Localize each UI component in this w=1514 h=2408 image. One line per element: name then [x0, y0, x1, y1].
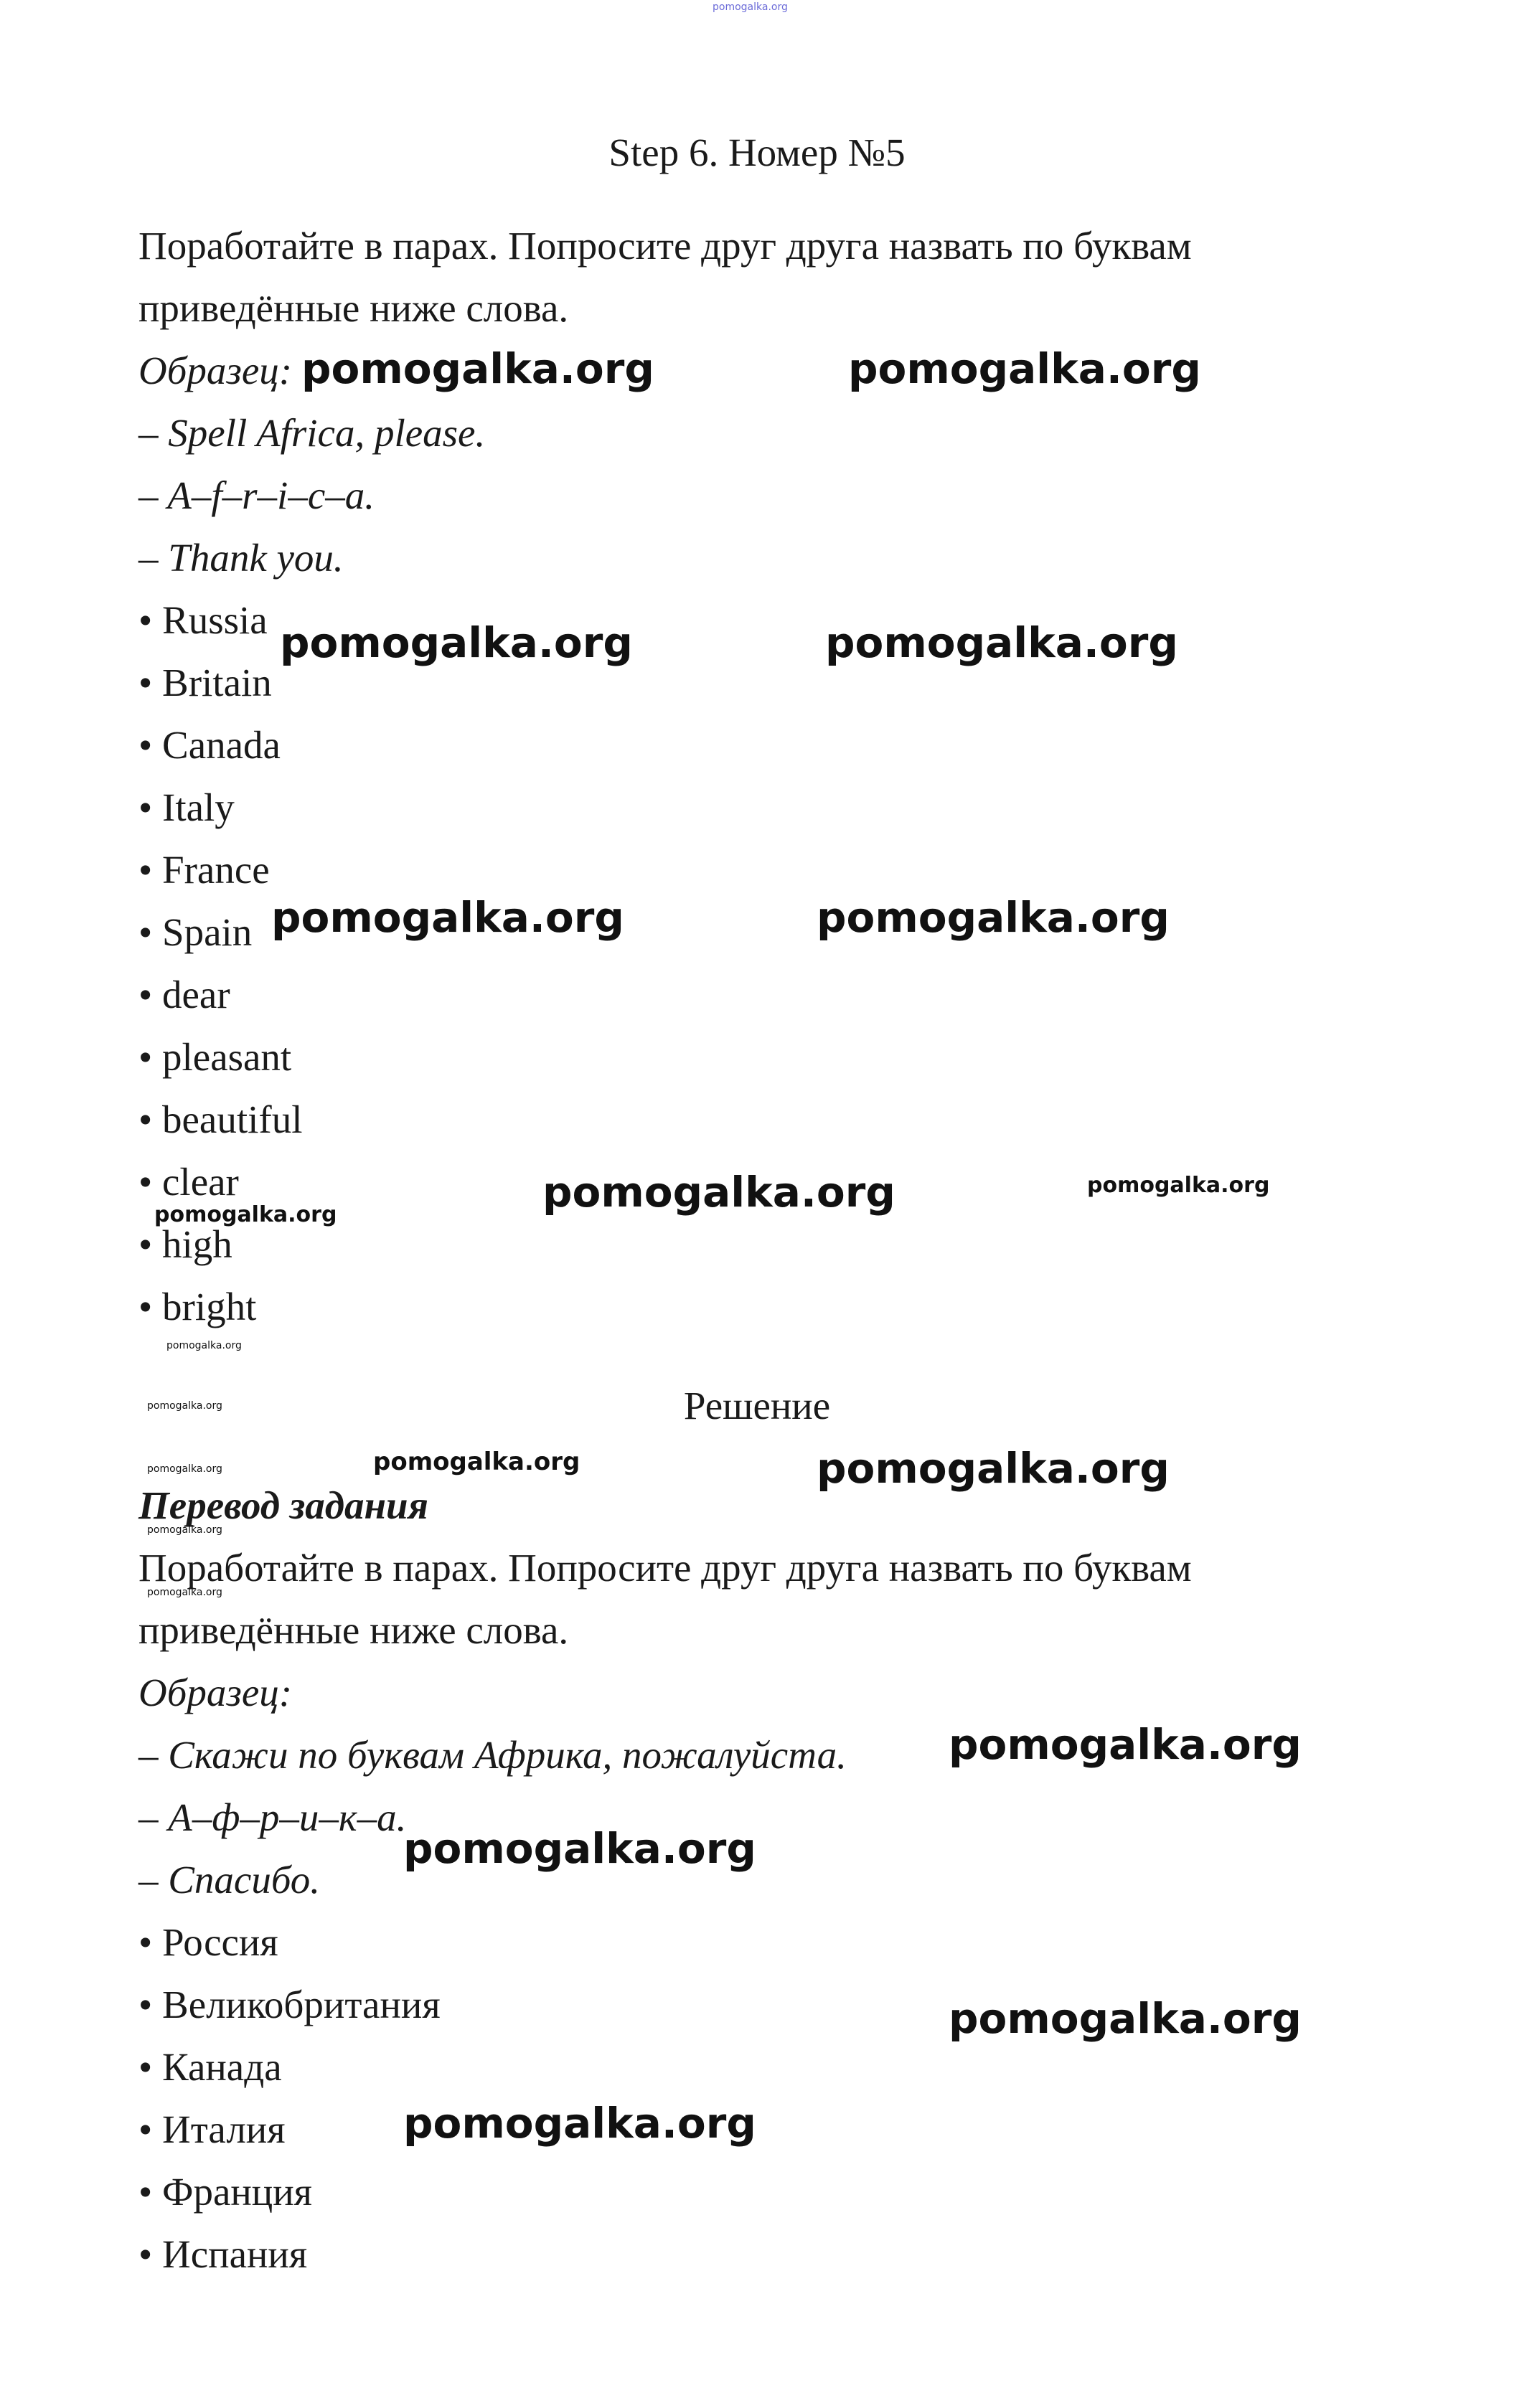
watermark: pomogalka.org: [848, 344, 1201, 393]
watermark: pomogalka.org: [949, 1720, 1302, 1769]
task-sample-label: Образец:: [138, 349, 293, 392]
task-instruction-line-2: приведённые ниже слова.: [138, 286, 569, 330]
task-word-item: • dear: [138, 973, 230, 1016]
translation-heading: Перевод задания: [138, 1483, 428, 1527]
watermark: pomogalka.org: [403, 1824, 756, 1873]
task-word-item: • Canada: [138, 723, 281, 767]
watermark: pomogalka.org: [147, 1524, 222, 1536]
task-instruction-line-1: Поработайте в парах. Попросите друг друга назвать по буквам: [138, 224, 1192, 268]
task-word-item: • Italy: [138, 785, 235, 829]
watermark: pomogalka.org: [373, 1448, 580, 1476]
task-dialog-line-2: – A–f–r–i–c–a.: [138, 473, 375, 517]
solution-dialog-line-1: – Скажи по буквам Африка, пожалуйста.: [138, 1733, 847, 1777]
solution-sample-label: Образец:: [138, 1671, 293, 1714]
watermark: pomogalka.org: [817, 893, 1170, 942]
watermark: pomogalka.org: [817, 1444, 1170, 1493]
watermark: pomogalka.org: [147, 1400, 222, 1412]
watermark: pomogalka.org: [271, 893, 624, 942]
solution-title: Решение: [683, 1384, 831, 1427]
watermark: pomogalka.org: [154, 1202, 337, 1227]
task-word-item: • bright: [138, 1285, 257, 1328]
solution-word-item: • Италия: [138, 2107, 286, 2151]
task-word-item: • France: [138, 848, 270, 892]
task-word-item: • high: [138, 1222, 232, 1266]
task-dialog-line-3: – Thank you.: [138, 536, 344, 580]
watermark: pomogalka.org: [949, 1994, 1302, 2043]
solution-instruction-line-2: приведённые ниже слова.: [138, 1608, 569, 1652]
watermark: pomogalka.org: [147, 1587, 222, 1598]
solution-dialog-line-2: – А–ф–р–и–к–а.: [138, 1795, 407, 1839]
watermark: pomogalka.org: [166, 1340, 242, 1351]
solution-word-item: • Россия: [138, 1920, 278, 1964]
watermark: pomogalka.org: [280, 618, 633, 667]
watermark: pomogalka.org: [825, 618, 1178, 667]
solution-word-item: • Франция: [138, 2170, 312, 2214]
solution-dialog-line-3: – Спасибо.: [138, 1858, 321, 1902]
watermark: pomogalka.org: [147, 1463, 222, 1475]
task-word-item: • Spain: [138, 910, 253, 954]
page-title: Step 6. Номер №5: [608, 131, 906, 174]
solution-word-item: • Великобритания: [138, 1983, 441, 2026]
watermark: pomogalka.org: [1087, 1173, 1270, 1198]
watermark: pomogalka.org: [403, 2099, 756, 2148]
watermark: pomogalka.org: [542, 1168, 895, 1217]
watermark: pomogalka.org: [301, 344, 654, 393]
solution-word-item: • Испания: [138, 2232, 308, 2276]
task-word-item: • Russia: [138, 598, 268, 642]
task-word-item: • Britain: [138, 661, 272, 704]
top-watermark: pomogalka.org: [713, 1, 788, 13]
solution-word-item: • Канада: [138, 2045, 282, 2089]
task-word-item: • pleasant: [138, 1035, 292, 1079]
task-word-item: • clear: [138, 1160, 239, 1204]
task-dialog-line-1: – Spell Africa, please.: [138, 411, 486, 455]
solution-instruction-line-1: Поработайте в парах. Попросите друг друга назвать по буквам: [138, 1546, 1192, 1590]
task-word-item: • beautiful: [138, 1097, 303, 1141]
